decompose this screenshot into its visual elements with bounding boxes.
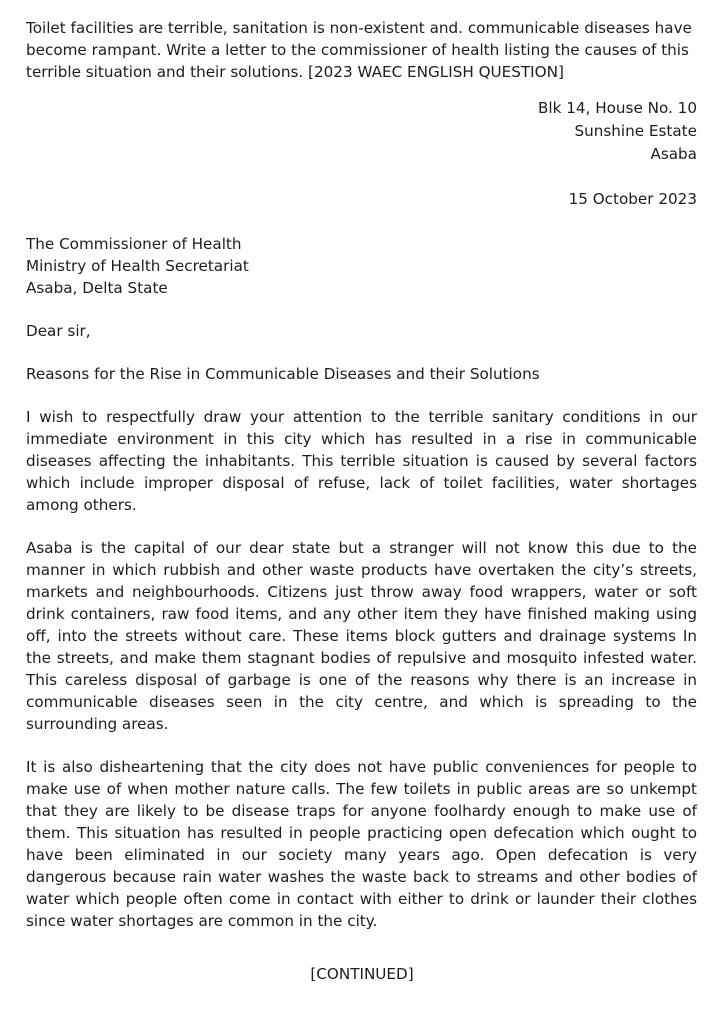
sender-address-line: Asaba [650, 145, 697, 163]
recipient-address [26, 233, 697, 299]
recipient-address-line: Asaba, Delta State [26, 279, 168, 297]
salutation: Dear sir, [26, 322, 91, 340]
recipient-address-line: The Commissioner of Health [26, 235, 242, 253]
sender-address [26, 97, 697, 166]
body-paragraph: It is also disheartening that the city does not have public conveniences for people to make use of when mother nature calls. The few toilets in public areas are so unkempt that they are likely to be disease traps for anyone foolhardy enough to make use of them. This situation has resulted in people practicing open defecation which ought to have been eliminated in our society many years ago. Open defecation is very dangerous because rain water washes the waste back to streams and other bodies of water which people often come in contact with either to drink or launder their clothes since water shortages are common in the city. [26, 758, 697, 930]
exam-question: Toilet facilities are terrible, sanitation is non-existent and. communicable diseases have become rampant. Write a letter to the commissioner of health listing the causes of this terrible situation and their solutions. [2023 WAEC ENGLISH QUESTION] [26, 19, 692, 81]
letter-heading: Reasons for the Rise in Communicable Diseases and their Solutions [26, 365, 540, 383]
recipient-address-line: Ministry of Health Secretariat [26, 257, 249, 275]
body-paragraph: I wish to respectfully draw your attention to the terrible sanitary conditions in our immediate environment in this city which has resulted in a rise in communicable diseases affecting the inhabitants. This terrible situation is caused by several factors which include improper disposal of refuse, lack of toilet facilities, water shortages among others. [26, 408, 697, 514]
body-paragraph: Asaba is the capital of our dear state but a stranger will not know this due to the manner in which rubbish and other waste products have overtaken the city’s streets, markets and neighbourhoods. Citizens just throw away food wrappers, water or soft drink containers, raw food items, and any other item they have finished making using off, into the streets without care. These items block gutters and drainage systems In the streets, and make them stagnant bodies of repulsive and mosquito infested water. This careless disposal of garbage is one of the reasons why there is an increase in communicable diseases seen in the city centre, and which is spreading to the surrounding areas. [26, 539, 697, 733]
sender-address-line: Sunshine Estate [574, 122, 697, 140]
letter-content [26, 17, 697, 932]
letter-date: 15 October 2023 [568, 190, 697, 208]
continued-marker: [CONTINUED] [310, 965, 414, 983]
sender-address-line: Blk 14, House No. 10 [537, 99, 697, 117]
